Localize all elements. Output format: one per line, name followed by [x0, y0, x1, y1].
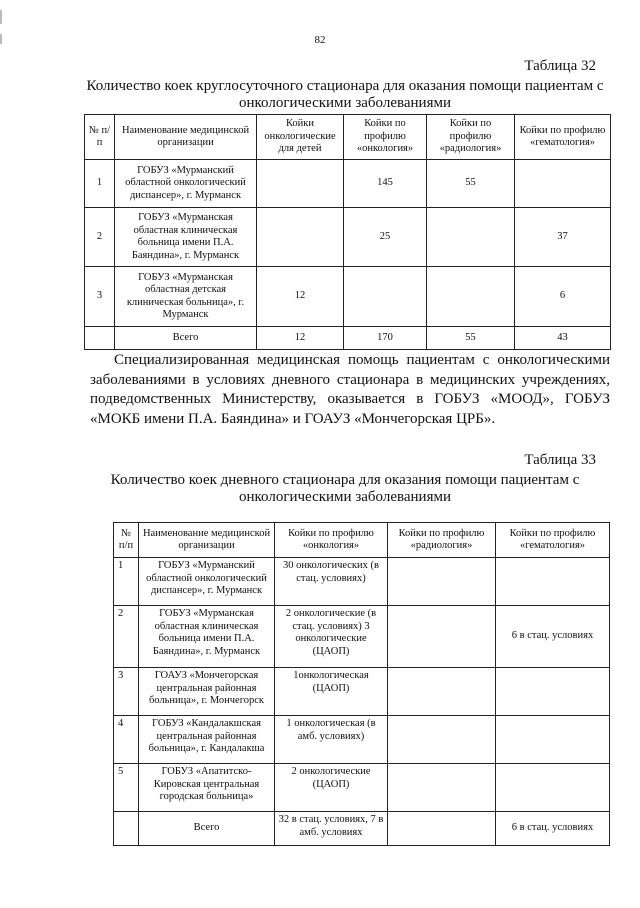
row-radiology	[388, 716, 496, 764]
total-num-empty	[114, 812, 139, 846]
row-num: 4	[114, 716, 139, 764]
row-org: ГОБУЗ «Мурманская областная детская клиническая больница», г. Мурманск	[115, 267, 257, 327]
total-label: Всего	[115, 327, 257, 350]
header-hematology: Койки по профилю «гематология»	[496, 523, 610, 558]
row-radiology	[427, 208, 515, 267]
row-oncology: 145	[344, 160, 427, 208]
table-row	[114, 558, 610, 606]
header-oncology: Койки по профилю «онкология»	[344, 115, 427, 160]
table-row	[85, 267, 611, 327]
row-num: 2	[85, 208, 115, 267]
row-oncology: 30 онкологических (в стац. условиях)	[275, 558, 388, 606]
total-hematology: 43	[515, 327, 611, 350]
total-oncology: 32 в стац. условиях, 7 в амб. условиях	[275, 812, 388, 846]
table32-label: Таблица 32	[524, 58, 596, 74]
total-children: 12	[257, 327, 344, 350]
scan-edge-mark	[0, 10, 2, 24]
table33-total-row	[114, 812, 610, 846]
row-hematology	[496, 764, 610, 812]
row-radiology	[388, 606, 496, 668]
table-row	[114, 716, 610, 764]
row-hematology	[515, 160, 611, 208]
header-hematology: Койки по профилю «гематология»	[515, 115, 611, 160]
header-org: Наименование медицинской организации	[139, 523, 275, 558]
row-num: 1	[114, 558, 139, 606]
row-children	[257, 208, 344, 267]
header-oncology: Койки по профилю «онкология»	[275, 523, 388, 558]
row-radiology	[427, 267, 515, 327]
row-hematology: 6 в стац. условиях	[496, 606, 610, 668]
row-oncology: 1 онкологическая (в амб. условиях)	[275, 716, 388, 764]
table33-label: Таблица 33	[524, 452, 596, 468]
row-hematology: 6	[515, 267, 611, 327]
table33	[113, 522, 610, 846]
row-org: ГОБУЗ «Мурманская областная клиническая больница имени П.А. Баяндина», г. Мурманск	[139, 606, 275, 668]
row-hematology	[496, 668, 610, 716]
row-num: 2	[114, 606, 139, 668]
row-children	[257, 160, 344, 208]
total-oncology: 170	[344, 327, 427, 350]
table32-title: Количество коек круглосуточного стационара для оказания помощи пациентам с онкологическими заболеваниями	[86, 78, 604, 111]
table32-total-row	[85, 327, 611, 350]
row-org: ГОБУЗ «Мурманский областной онкологический диспансер», г. Мурманск	[115, 160, 257, 208]
row-org: ГОБУЗ «Кандалакшская центральная районная больница», г. Кандалакша	[139, 716, 275, 764]
row-radiology	[388, 558, 496, 606]
table-row	[85, 160, 611, 208]
total-radiology	[388, 812, 496, 846]
total-hematology: 6 в стац. условиях	[496, 812, 610, 846]
table32	[84, 114, 611, 350]
row-num: 1	[85, 160, 115, 208]
header-radiology: Койки по профилю «радиология»	[388, 523, 496, 558]
total-radiology: 55	[427, 327, 515, 350]
row-oncology: 2 онкологические (в стац. условиях) 3 онкологические (ЦАОП)	[275, 606, 388, 668]
row-org: ГОАУЗ «Мончегорская центральная районная больница», г. Мончегорск	[139, 668, 275, 716]
header-org: Наименование медицинской организации	[115, 115, 257, 160]
page-number: 82	[314, 34, 326, 46]
row-hematology	[496, 716, 610, 764]
table32-header-row	[85, 115, 611, 160]
row-num: 3	[85, 267, 115, 327]
row-oncology: 25	[344, 208, 427, 267]
row-hematology	[496, 558, 610, 606]
row-oncology: 1онкологическая (ЦАОП)	[275, 668, 388, 716]
row-radiology	[388, 764, 496, 812]
header-num: № п/п	[85, 115, 115, 160]
row-children: 12	[257, 267, 344, 327]
row-num: 5	[114, 764, 139, 812]
row-num: 3	[114, 668, 139, 716]
row-radiology: 55	[427, 160, 515, 208]
row-oncology: 2 онкологические (ЦАОП)	[275, 764, 388, 812]
row-hematology: 37	[515, 208, 611, 267]
header-num: № п/п	[114, 523, 139, 558]
table-row	[85, 208, 611, 267]
table-row	[114, 606, 610, 668]
table-row	[114, 764, 610, 812]
header-children: Койки онкологические для детей	[257, 115, 344, 160]
total-label: Всего	[139, 812, 275, 846]
row-oncology	[344, 267, 427, 327]
body-paragraph: Специализированная медицинская помощь пациентам с онкологическими заболеваниями в условиях дневного стационара в медицинских учреждениях, подведомственных Министерству, оказывается в ГОБУЗ «МООД», ГОБУЗ «МОКБ имени П.А. Баяндина» и ГОАУЗ «Мончегорская ЦРБ».	[90, 352, 610, 427]
row-radiology	[388, 668, 496, 716]
row-org: ГОБУЗ «Апатитско-Кировская центральная городская больница»	[139, 764, 275, 812]
table33-header-row	[114, 523, 610, 558]
table-row	[114, 668, 610, 716]
row-org: ГОБУЗ «Мурманский областной онкологический диспансер», г. Мурманск	[139, 558, 275, 606]
table33-title: Количество коек дневного стационара для оказания помощи пациентам с онкологическими заболеваниями	[110, 472, 580, 505]
total-num-empty	[85, 327, 115, 350]
row-org: ГОБУЗ «Мурманская областная клиническая больница имени П.А. Баяндина», г. Мурманск	[115, 208, 257, 267]
header-radiology: Койки по профилю «радиология»	[427, 115, 515, 160]
